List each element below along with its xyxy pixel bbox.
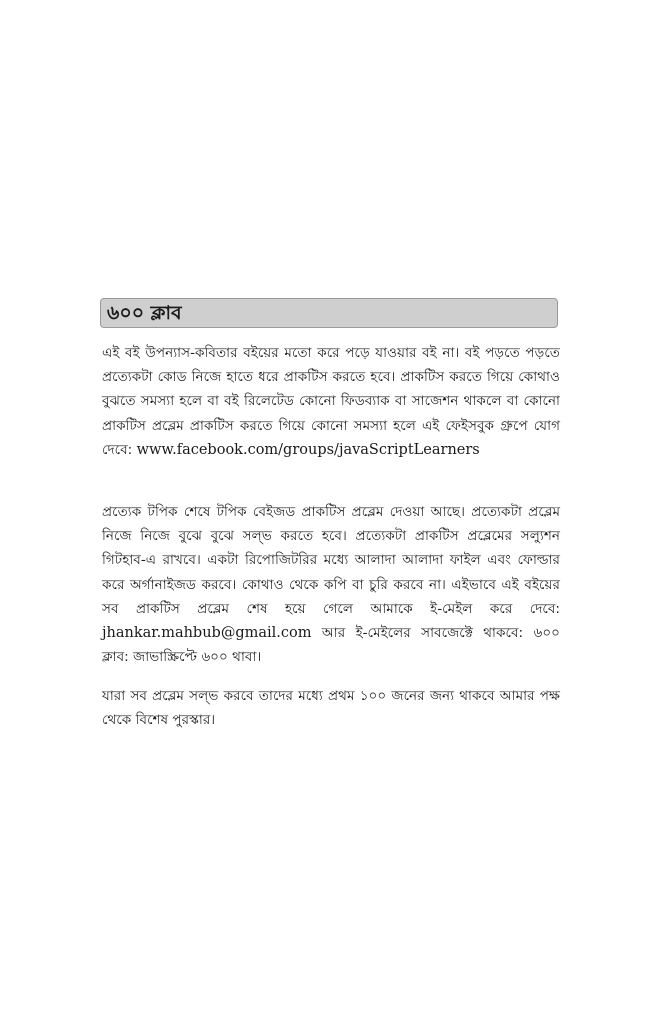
- facebook-group-link[interactable]: www.facebook.com/groups/javaScriptLearners: [136, 441, 480, 458]
- email-address[interactable]: jhankar.mahbub@gmail.com: [102, 625, 312, 642]
- section-header: [100, 298, 558, 328]
- paragraph-intro: [102, 341, 560, 462]
- paragraph-practice-text-a: প্রত্যেক টপিক শেষে টপিক বেইজড প্রাকটিস প্রব্লেম দেওয়া আছে। প্রত্যেকটা প্রব্লেম নিজে নিজে বুঝে বুঝে সল্ভ করতে হবে। প্রত্যেকটা প্রাকটিস প্রব্লেমের সল্যুশন গিটহাব-এ রাখবে। একটা রিপোজিটরির মধ্যে আলাদা আলাদা ফাইল এবং ফোল্ডার করে অর্গানাইজড করবে। কোথাও থেকে কপি বা চুরি করবে না। এইভাবে এই বইয়ের সব প্রাকটিস প্রব্লেম শেষ হয়ে গেলে আমাকে ই-মেইল করে দেবে:: [102, 504, 560, 617]
- paragraph-practice: [102, 500, 560, 669]
- paragraph-reward-text: যারা সব প্রব্লেম সল্ভ করবে তাদের মধ্যে প্রথম ১০০ জনের জন্য থাকবে আমার পক্ষ থেকে বিশেষ পুরস্কার।: [102, 688, 560, 729]
- paragraph-intro-text: এই বই উপন্যাস-কবিতার বইয়ের মতো করে পড়ে যাওয়ার বই না। বই পড়তে পড়তে প্রত্যেকটা কোড নিজে হাতে ধরে প্রাকটিস করতে হবে। প্রাকটিস করতে গিয়ে কোথাও বুঝতে সমস্যা হলে বা বই রিলেটেড কোনো ফিডব্যাক বা সাজেশন থাকলে বা কোনো প্রাকটিস প্রব্লেম প্রাকটিস করতে গিয়ে কোনো সমস্যা হলে এই ফেইসবুক গ্রুপে যোগ দেবে:: [102, 345, 560, 458]
- paragraph-practice-text-b: আর ই-মেইলের সাবজেক্টে থাকবে: ৬০০ ক্লাব: জাভাস্ক্রিপ্টে ৬০০ থাবা।: [102, 625, 561, 666]
- section-title: ৬০০ ক্লাব: [107, 301, 182, 324]
- paragraph-reward: [102, 684, 560, 732]
